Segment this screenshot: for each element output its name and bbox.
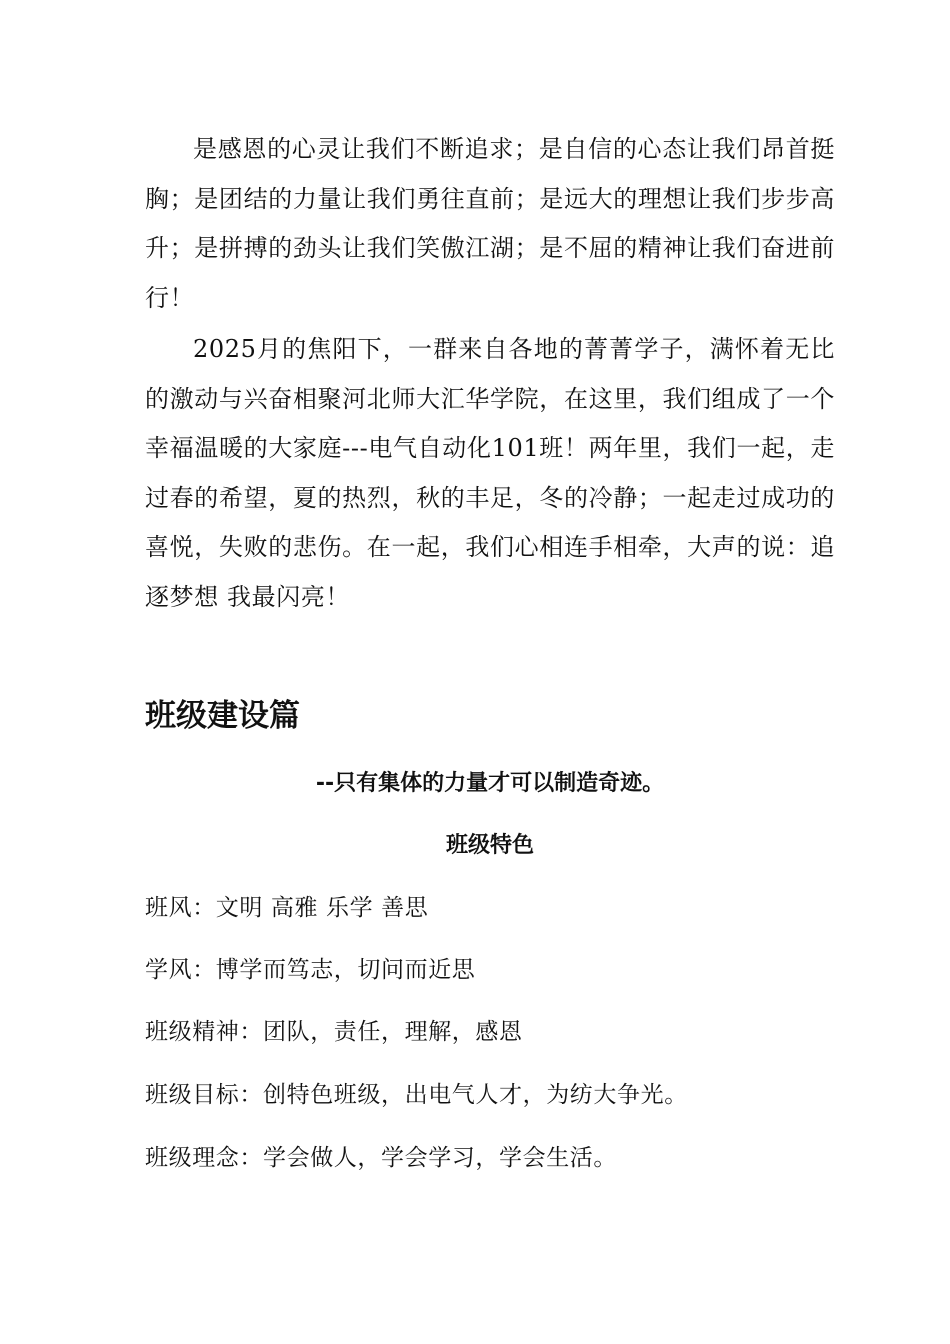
section-subtitle: 班级特色 (445, 833, 534, 858)
feature-class-goal: 班级目标：创特色班级，出电气人才，为纺大争光。 (145, 1082, 688, 1108)
intro-paragraph-2: 2025月的焦阳下，一群来自各地的菁菁学子，满怀着无比的激动与兴奋相聚河北师大汇华学院，在这里，我们组成了一个幸福温暖的大家庭---电气自动化101班！两年里，我们一起，走过春的希望，夏的热烈，秋的丰足，冬的冷静；一起走过成功的喜悦，失败的悲伤。在一起，我们心相连手相牵，大声的说：追逐梦想 我最闪亮！ (145, 335, 835, 611)
feature-class-spirit: 班级精神：团队，责任，理解，感恩 (145, 1019, 523, 1045)
feature-class-philosophy: 班级理念：学会做人，学会学习，学会生活。 (145, 1145, 617, 1171)
section-motto: --只有集体的力量才可以制造奇迹。 (315, 771, 665, 796)
feature-study-style: 学风：博学而笃志，切问而近思 (145, 957, 476, 983)
feature-class-style: 班风：文明 高雅 乐学 善思 (145, 895, 429, 921)
section-title: 班级建设篇 (145, 698, 300, 734)
intro-paragraph-1: 是感恩的心灵让我们不断追求；是自信的心态让我们昂首挺胸；是团结的力量让我们勇往直前；是远大的理想让我们步步高升；是拼搏的劲头让我们笑傲江湖；是不屈的精神让我们奋进前行！ (145, 135, 835, 312)
